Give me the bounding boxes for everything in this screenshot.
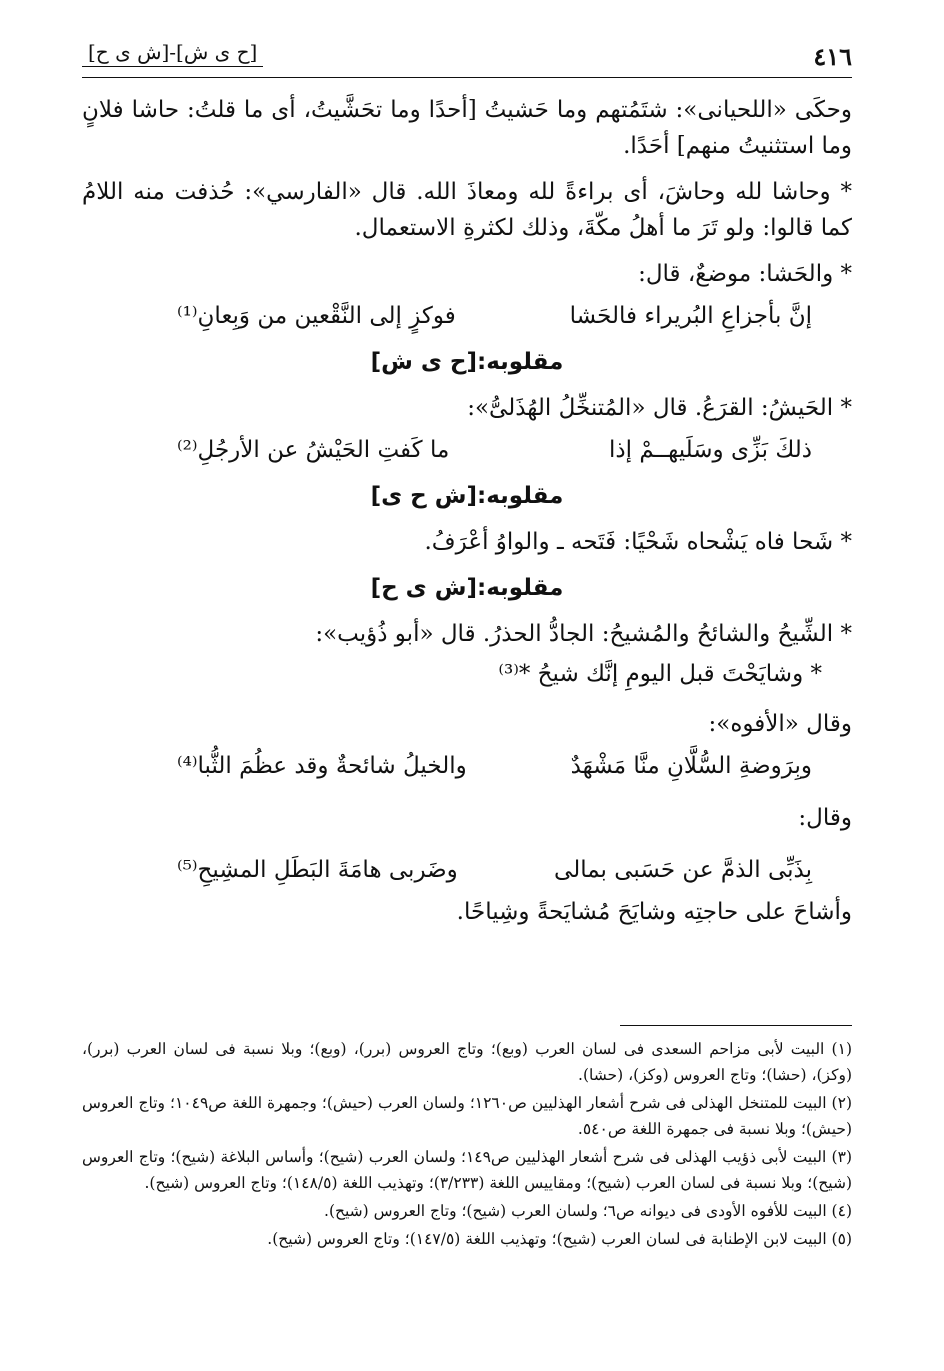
paragraph: * الحَيشُ: القرَعُ. قال «المُتنخِّلُ الهُذَلىُّ»: (467, 395, 852, 421)
footnote: (٣) البيت لأبى ذؤيب الهذلى فى شرح أشعار الهذليين ص١٤٩؛ ولسان العرب (شيح)؛ وأساس البلاغة (شيح)؛ وتاج العروس (شيح)؛ وبلا نسبة فى لسان العرب (شيح)؛ ومقاييس اللغة (٣/٢٣٣)؛ وتهذيب اللغة (١٤٨/٥)؛ وتاج العروس (شيح). (82, 1148, 852, 1192)
footnote: (٢) البيت للمتنخل الهذلى فى شرح أشعار الهذليين ص١٢٦٠؛ ولسان العرب (حيش)؛ وجمهرة اللغة ص١٠٤٩؛ وتاج العروس (حيش)؛ وبلا نسبة فى جمهرة اللغة ص٥٤٠. (82, 1094, 852, 1138)
footnotes (82, 1036, 852, 1254)
verse-hemistich-left: وضَربى هامَةَ البَطَلِ المشِيحِ⁽⁵⁾ (177, 857, 458, 883)
section-heading: مقلوبه:[ح ى ش] (370, 349, 564, 375)
verse-line (177, 432, 812, 468)
paragraph: وقال: (798, 805, 852, 831)
paragraph: وأشاحَ على حاجتِه وشايَحَ مُشايَحةً وشِياحًا. (456, 899, 852, 925)
verse-hemistich-right: بِذَبِّى الذمَّ عن حَسَبى بمالى (554, 857, 812, 883)
main-text (82, 92, 852, 930)
paragraph: * الشِّيحُ والشائحُ والمُشيحُ: الجادُّ الحذرُ. قال «أبو ذُؤيب»: (315, 621, 852, 647)
verse-hemistich-right: وبِرَوضةِ السُّلَّانِ منَّا مَشْهَدٌ (570, 753, 812, 779)
verse-hemistich-left: والخيلُ شائحةٌ وقد عظُمَ الثُّبا⁽⁴⁾ (177, 753, 467, 779)
paragraph: * شَحا فاه يَشْحاه شَحْيًا: فَتَحه ـ والواوُ أعْرَفُ. (424, 529, 852, 555)
verse-single: * وشايَحْتَ قبل اليومِ إنَّك شيحُ *⁽³⁾ (498, 661, 822, 687)
running-head: [ح ى ش]-[ش ى ح] (82, 40, 263, 67)
paragraph: وحكَى «اللحيانى»: شتَمُتهم وما حَشيتُ [أحدًا وما تحَشَّيتُ، أى ما قلتُ: حاشا فلانٍ وما استثنيتُ منهم] أحَدًا. (82, 97, 852, 159)
paragraph: * والحَشا: موضعٌ، قال: (638, 261, 852, 287)
paragraph: * وحاشا لله وحاشَ، أى براءةً لله ومعاذَ الله. قال «الفارسي»: حُذفت منه اللامُ كما قالوا: ولو تَرَ ما أهلُ مكّةَ، وذلك لكثرةِ الاستعمال. (82, 179, 853, 241)
section-heading: مقلوبه:[ش ى ح] (370, 575, 564, 601)
footnote: (٥) البيت لابن الإطنابة فى لسان العرب (شيح)؛ وتهذيب اللغة (١٤٧/٥)؛ وتاج العروس (شيح). (267, 1230, 852, 1248)
page-number: ٤١٦ (813, 42, 852, 71)
verse-hemistich-right: ذلكَ بَزِّى وسَلَيهــمْ إذا (608, 437, 812, 463)
verse-hemistich-left: فوكزٍ إلى النَّقْعين من وَبِعانِ⁽¹⁾ (177, 303, 456, 329)
verse-line (177, 852, 812, 888)
verse-line (177, 298, 812, 334)
section-heading: مقلوبه:[ش ح ى] (370, 483, 564, 509)
verse-hemistich-right: إنَّ بأجزاعِ البُريراء فالحَشا (569, 303, 812, 329)
page-header (82, 34, 852, 74)
header-rule (82, 77, 852, 78)
footnote: (٤) البيت للأفوه الأودى فى ديوانه ص٦؛ ولسان العرب (شيح)؛ وتاج العروس (شيح). (324, 1202, 852, 1220)
verse-hemistich-left: ما كَفتِ الحَيْشُ عن الأرجُلِ⁽²⁾ (177, 437, 450, 463)
paragraph: وقال «الأفوه»: (708, 711, 852, 737)
footnote-rule (620, 1025, 852, 1026)
footnote: (١) البيت لأبى مزاحم السعدى فى لسان العرب (وبع)؛ وتاج العروس (برر)، (وبع)؛ وبلا نسبة فى لسان العرب (برر)، (وكز)، (حشا)؛ وتاج العروس (وكز)، (حشا). (82, 1040, 852, 1084)
verse-line (177, 748, 812, 784)
